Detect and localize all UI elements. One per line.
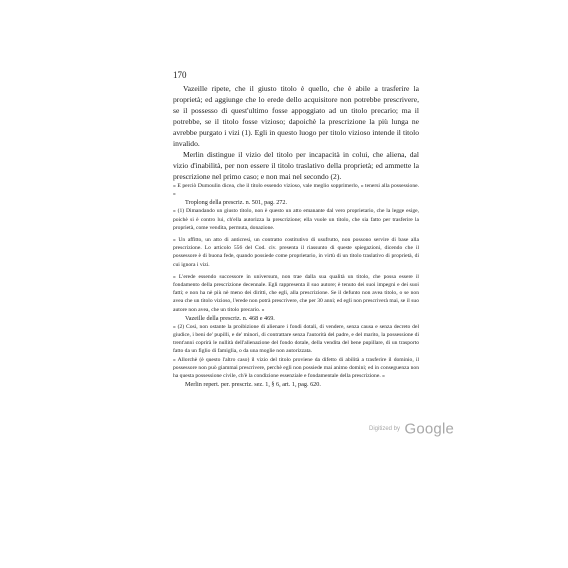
footnote-quote-1: » (1) Dimandando un giusto titolo, non è questo un atto emanante dal vero proprietario, che la legge esige, poichè si è contro lui, ch'ella autorizza la prescrizione; ella vuole un titolo, che sia fatto per trasferire la proprietà, come vendita, permuta, donazione. [173,208,419,231]
google-logo: Google [404,420,455,438]
footnote-quote-affitto: » Un affitto, un atto di anticresi, un contratto costitutivo di usufrutto, non possono servire di base alla prescrizione. Lo articolo 556 del Cod. civ. presenta il riassunto di queste spiegazioni, dicendo che il possessore è di buona fede, quando possiede come proprietario, in virtù di un titolo traslativo di proprietà, di cui ignora i vizi. [173,237,419,268]
footnote-reference-vazeille: Vazeille della prescriz. n. 468 e 469. [185,314,275,322]
footnote-quote-erede: » L'erede essendo successore in universum, non trae dalla sua qualità un titolo, che possa essere il fondamento della prescrizione decennale. Egli rappresenta il suo autore; è tenuto dei suoi impegni e dei suoi fatti; e non ha nè più nè meno dei diritti, che egli, alla prescrizione. Se il defunto non avea titolo, o se non avea che un titolo vizioso, l'erede non potrà prescrivere, che per 30 anni; ed egli non prescriverà mai, se il suo autore non avea, che un titolo precario. » [173,273,419,313]
paragraph-vazeille: Vazeille ripete, che il giusto titolo è quello, che è abile a trasferire la proprietà; ed aggiunge che lo erede dello acquisitore non potrebbe prescrivere, se il possesso di quest'ultimo fosse appoggiato ad un titolo precario; ma il potrebbe, se il titolo fosse vizioso; dapoichè la prescrizione la più lunga ne avrebbe purgato i vizi (1). Egli in questo luogo per titolo vizioso intende il titolo invalido. [173,84,419,148]
footnote-quote-dumoulin: « E perciò Dumoulin dicea, che il titolo essendo vizioso, vale meglio sopprimerlo, « tenersi alla possessione. » [173,183,419,198]
google-watermark [369,420,454,438]
footnote-reference-troplong: Troplong della prescriz. n. 501, pag. 272. [185,199,288,207]
digitized-by-label: Digitized by [369,425,401,432]
page-number: 170 [173,70,187,80]
page-body [173,83,419,389]
footnote-reference-merlin: Merlin repert. per. prescriz. sez. 1, § 6, art. 1, pag. 620. [185,381,321,389]
paragraph-merlin: Merlin distingue il vizio del titolo per incapacità in colui, che aliena, dal vizio d'inabilità, per non essere il titolo traslativo della proprietà; ed ammette la prescrizione nel primo caso; e non mai nel secondo (2). [173,150,419,181]
footnote-quote-2: » (2) Così, non ostante la proibizione di alienare i fondi dotali, di vendere, senza causa e senza decreto del giudice, i beni de' pupilli, e de' minori, di contrattare senza l'autorità del padre, e del marito, la possessione di trent'anni coprirà le nullità dell'alienazione del fondo dotale, della vendita del bene pupillare, di un trasporto fatto da un figlio di famiglia, o da una moglie non autorizzata. [173,323,419,355]
footnote-quote-allorche: » Allorchè (è questo l'altro caso) il vizio del titolo proviene da difetto di abilità a trasferire il dominio, il possessore non può giammai prescrivere, perchè egli non possiede mai animo domini; ed in conseguenza non ha questa possessione civile, ch'è la condizione essenziale e fondamentale della prescrizione. » [173,356,419,380]
